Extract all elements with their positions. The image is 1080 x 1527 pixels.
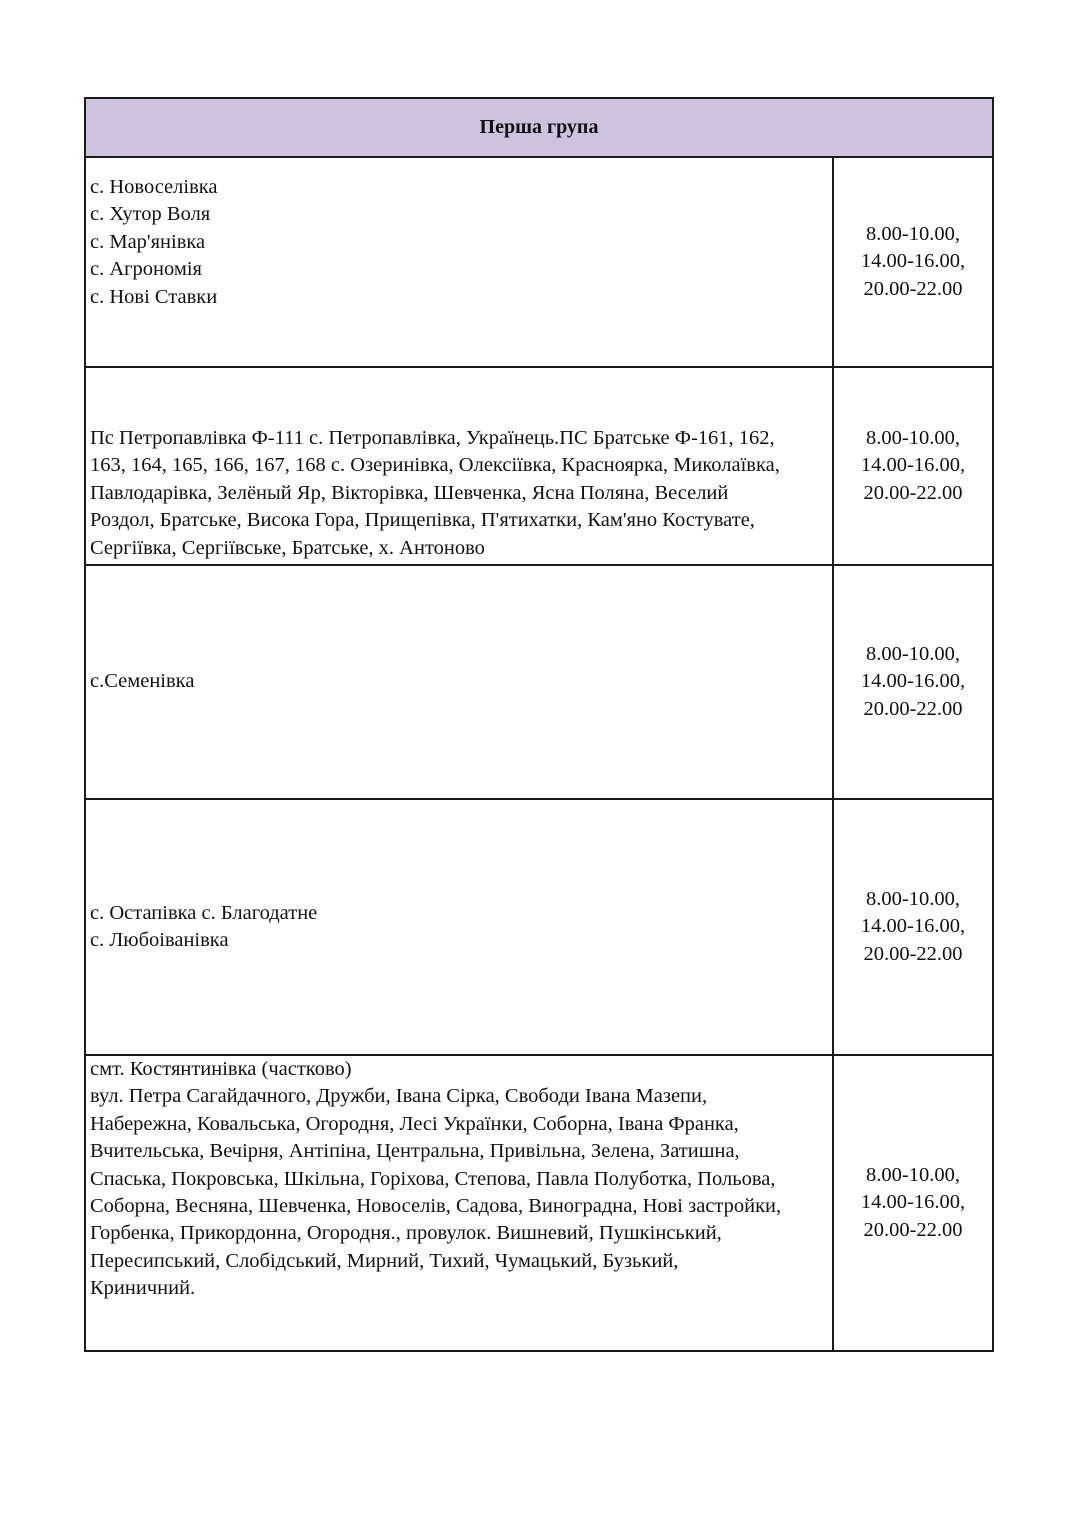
time-slot: 8.00-10.00, bbox=[866, 642, 960, 665]
place-line: Вчительська, Вечірня, Антіпіна, Центральна, Привільна, Зелена, Затишна, bbox=[90, 1140, 740, 1163]
place-line: вул. Петра Сагайдачного, Дружби, Івана Сірка, Свободи Івана Мазепи, bbox=[90, 1085, 708, 1108]
schedule-table bbox=[84, 97, 994, 1352]
place-line: Набережна, Ковальська, Огородня, Лесі Українки, Соборна, Івана Франка, bbox=[90, 1112, 739, 1135]
table-row bbox=[86, 368, 992, 566]
place-line: с. Мар'янівка bbox=[90, 230, 206, 253]
place-line: Пересипський, Слобідський, Мирний, Тихий, Чумацький, Бузький, bbox=[90, 1249, 679, 1272]
time-slot: 8.00-10.00, bbox=[866, 426, 960, 449]
time-slot: 14.00-16.00, bbox=[860, 670, 966, 693]
place-line: с. Новоселівка bbox=[90, 176, 218, 198]
time-slot: 20.00-22.00 bbox=[863, 481, 963, 504]
place-line: Соборна, Весняна, Шевченка, Новоселів, Садова, Виноградна, Нові застройки, bbox=[90, 1195, 782, 1218]
table-row bbox=[86, 566, 992, 800]
place-line: смт. Костянтинівка (частково) bbox=[90, 1058, 352, 1080]
place-line: с. Остапівка с. Благодатне bbox=[90, 901, 318, 924]
hours-cell bbox=[834, 158, 992, 366]
place-line: Роздол, Братське, Висока Гора, Прищепівка, П'ятихатки, Кам'яно Костувате, bbox=[90, 509, 755, 532]
time-slot: 14.00-16.00, bbox=[860, 915, 966, 938]
time-slot: 14.00-16.00, bbox=[860, 1191, 966, 1214]
table-row bbox=[86, 1056, 992, 1350]
place-line: Горбенка, Прикордонна, Огородня., провулок. Вишневий, Пушкінський, bbox=[90, 1222, 722, 1245]
place-line: Криничний. bbox=[90, 1277, 196, 1300]
place-line: с.Семенівка bbox=[90, 670, 195, 693]
place-line: с. Нові Ставки bbox=[90, 285, 218, 308]
hours-cell bbox=[834, 1056, 992, 1350]
place-line: Спаська, Покровська, Шкільна, Горіхова, Степова, Павла Полуботка, Польова, bbox=[90, 1167, 776, 1190]
place-line: Павлодарівка, Зелёный Яр, Вікторівка, Шевченка, Ясна Поляна, Веселий bbox=[90, 481, 729, 504]
hours-cell bbox=[834, 368, 992, 564]
places-cell bbox=[86, 566, 834, 798]
time-slot: 20.00-22.00 bbox=[863, 697, 963, 720]
table-row bbox=[86, 158, 992, 368]
place-line: Сергіївка, Сергіївське, Братське, х. Антоново bbox=[90, 536, 485, 559]
places-cell bbox=[86, 368, 834, 564]
hours-cell bbox=[834, 566, 992, 798]
place-line: с. Агрономія bbox=[90, 258, 202, 281]
hours-cell bbox=[834, 800, 992, 1054]
place-line: Пс Петропавлівка Ф-111 с. Петропавлівка, Українець.ПС Братське Ф-161, 162, bbox=[90, 426, 775, 449]
time-slot: 20.00-22.00 bbox=[863, 277, 963, 300]
place-line: с. Хутор Воля bbox=[90, 203, 211, 226]
time-slot: 20.00-22.00 bbox=[863, 1218, 963, 1241]
time-slot: 20.00-22.00 bbox=[863, 942, 963, 965]
place-line: 163, 164, 165, 166, 167, 168 с. Озеринівка, Олексіївка, Красноярка, Миколаївка, bbox=[90, 454, 780, 477]
table-header bbox=[86, 99, 992, 158]
time-slot: 14.00-16.00, bbox=[860, 454, 966, 477]
time-slot: 14.00-16.00, bbox=[860, 250, 966, 273]
time-slot: 8.00-10.00, bbox=[866, 222, 960, 245]
table-row bbox=[86, 800, 992, 1056]
places-cell bbox=[86, 1056, 834, 1350]
group-title: Перша група bbox=[479, 116, 599, 138]
places-cell bbox=[86, 800, 834, 1054]
places-cell bbox=[86, 158, 834, 366]
time-slot: 8.00-10.00, bbox=[866, 1163, 960, 1186]
time-slot: 8.00-10.00, bbox=[866, 887, 960, 910]
place-line: с. Любоіванівка bbox=[90, 929, 229, 951]
